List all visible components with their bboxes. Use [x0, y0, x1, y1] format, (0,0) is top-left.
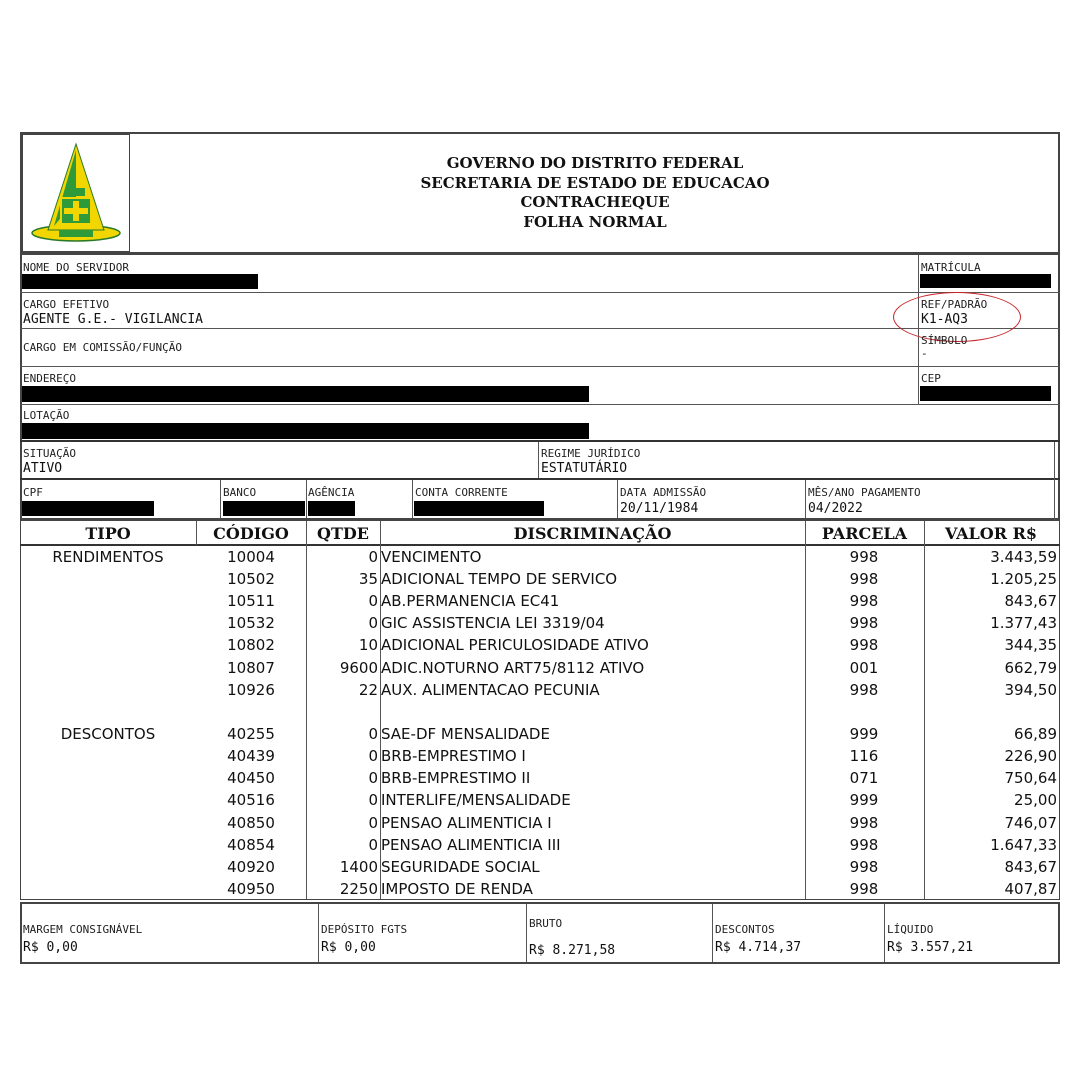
col-header-codigo: CÓDIGO — [213, 524, 289, 543]
cell-discriminacao: ADICIONAL TEMPO DE SERVICO — [381, 570, 618, 588]
cell-discriminacao: INTERLIFE/MENSALIDADE — [381, 791, 571, 809]
cargo-efetivo-value: AGENTE G.E.- VIGILANCIA — [23, 312, 204, 327]
cell-discriminacao: SAE-DF MENSALIDADE — [381, 725, 550, 743]
bruto-label: BRUTO — [529, 917, 563, 930]
cell-valor: 407,87 — [1004, 880, 1057, 898]
cargo-comissao-label: CARGO EM COMISSÃO/FUNÇÃO — [23, 341, 182, 354]
col-header-tipo: TIPO — [85, 524, 131, 543]
cell-codigo: 10004 — [227, 548, 275, 566]
cell-parcela: 998 — [849, 836, 879, 854]
cell-codigo: 40450 — [227, 769, 275, 787]
col-header-parcela: PARCELA — [821, 524, 908, 543]
cell-qtde: 22 — [358, 681, 378, 699]
cell-codigo: 40439 — [227, 747, 275, 765]
cell-codigo: 40255 — [227, 725, 275, 743]
cell-qtde: 35 — [358, 570, 378, 588]
cell-codigo: 10532 — [227, 614, 275, 632]
liquido-value: R$ 3.557,21 — [887, 940, 974, 955]
mes-ano-value: 04/2022 — [808, 501, 863, 516]
cell-codigo: 10807 — [227, 659, 275, 677]
cell-qtde: 0 — [368, 725, 378, 743]
header-line-2: SECRETARIA DE ESTADO DE EDUCACAO — [420, 173, 770, 192]
cell-parcela: 071 — [849, 769, 879, 787]
cell-qtde: 2250 — [339, 880, 378, 898]
descontos-total-value: R$ 4.714,37 — [715, 940, 802, 955]
header-line-3: CONTRACHEQUE — [520, 193, 670, 211]
cell-discriminacao: AB.PERMANENCIA EC41 — [381, 592, 560, 610]
mes-ano-label: MÊS/ANO PAGAMENTO — [808, 486, 921, 499]
cell-discriminacao: ADIC.NOTURNO ART75/8112 ATIVO — [381, 659, 645, 677]
cell-parcela: 998 — [849, 570, 879, 588]
cell-qtde: 0 — [368, 614, 378, 632]
group-rendimentos: RENDIMENTOS — [52, 548, 164, 566]
regime-label: REGIME JURÍDICO — [541, 447, 641, 460]
cell-parcela: 999 — [849, 725, 879, 743]
col-header-discriminacao: DISCRIMINAÇÃO — [513, 524, 672, 543]
cell-discriminacao: GIC ASSISTENCIA LEI 3319/04 — [381, 614, 605, 632]
cell-qtde: 1400 — [339, 858, 378, 876]
agencia-redacted — [308, 501, 355, 516]
simbolo-label: SÍMBOLO — [921, 334, 968, 347]
endereco-label: ENDEREÇO — [23, 372, 76, 385]
cell-qtde: 10 — [358, 636, 378, 654]
cep-redacted — [920, 386, 1051, 401]
group-descontos: DESCONTOS — [60, 725, 156, 743]
gdf-logo-icon — [28, 140, 124, 248]
cell-parcela: 998 — [849, 681, 879, 699]
conta-redacted — [414, 501, 544, 516]
cell-qtde: 0 — [368, 836, 378, 854]
cell-valor: 750,64 — [1004, 769, 1057, 787]
margem-label: MARGEM CONSIGNÁVEL — [23, 923, 143, 936]
cell-valor: 662,79 — [1004, 659, 1057, 677]
situacao-value: ATIVO — [23, 461, 63, 476]
conta-label: CONTA CORRENTE — [415, 486, 508, 499]
cell-valor: 1.647,33 — [990, 836, 1057, 854]
cell-codigo: 40920 — [227, 858, 275, 876]
agencia-label: AGÊNCIA — [308, 486, 355, 499]
fgts-label: DEPÓSITO FGTS — [321, 923, 408, 936]
fgts-value: R$ 0,00 — [321, 940, 376, 955]
col-header-qtde: QTDE — [317, 524, 369, 543]
cell-codigo: 10502 — [227, 570, 275, 588]
matricula-redacted — [920, 274, 1051, 288]
cep-label: CEP — [921, 372, 941, 385]
cell-valor: 1.377,43 — [990, 614, 1057, 632]
cell-parcela: 998 — [849, 880, 879, 898]
cell-parcela: 998 — [849, 636, 879, 654]
cell-valor: 344,35 — [1004, 636, 1057, 654]
banco-redacted — [223, 501, 305, 516]
cell-codigo: 10511 — [227, 592, 275, 610]
ref-padrao-label: REF/PADRÃO — [921, 298, 988, 311]
admissao-value: 20/11/1984 — [620, 501, 699, 516]
cell-valor: 746,07 — [1004, 814, 1057, 832]
cell-qtde: 0 — [368, 592, 378, 610]
cell-parcela: 999 — [849, 791, 879, 809]
cell-qtde: 0 — [368, 548, 378, 566]
cell-valor: 226,90 — [1004, 747, 1057, 765]
cell-discriminacao: IMPOSTO DE RENDA — [381, 880, 533, 898]
cell-valor: 1.205,25 — [990, 570, 1057, 588]
simbolo-value: - — [921, 347, 928, 360]
liquido-label: LÍQUIDO — [887, 923, 934, 936]
cell-parcela: 001 — [849, 659, 879, 677]
cell-codigo: 40850 — [227, 814, 275, 832]
cell-parcela: 998 — [849, 814, 879, 832]
matricula-label: MATRÍCULA — [921, 261, 981, 274]
admissao-label: DATA ADMISSÃO — [620, 486, 707, 499]
cell-codigo: 40854 — [227, 836, 275, 854]
nome-servidor-label: NOME DO SERVIDOR — [23, 261, 129, 274]
cell-qtde: 0 — [368, 791, 378, 809]
cell-discriminacao: PENSAO ALIMENTICIA I — [381, 814, 552, 832]
cell-valor: 66,89 — [1014, 725, 1057, 743]
bruto-value: R$ 8.271,58 — [529, 943, 616, 958]
lotacao-label: LOTAÇÃO — [23, 409, 70, 422]
cell-parcela: 998 — [849, 548, 879, 566]
cell-discriminacao: SEGURIDADE SOCIAL — [381, 858, 540, 876]
cell-parcela: 116 — [849, 747, 879, 765]
header-line-1: GOVERNO DO DISTRITO FEDERAL — [446, 154, 744, 172]
endereco-redacted — [22, 386, 589, 402]
cell-discriminacao: BRB-EMPRESTIMO I — [381, 747, 526, 765]
cpf-redacted — [22, 501, 154, 516]
nome-servidor-redacted — [22, 274, 258, 289]
cell-qtde: 0 — [368, 769, 378, 787]
cell-valor: 843,67 — [1004, 592, 1057, 610]
cell-discriminacao: ADICIONAL PERICULOSIDADE ATIVO — [381, 636, 649, 654]
cell-codigo: 10802 — [227, 636, 275, 654]
margem-value: R$ 0,00 — [23, 940, 78, 955]
cell-valor: 843,67 — [1004, 858, 1057, 876]
col-header-valor: VALOR R$ — [944, 524, 1038, 543]
cell-qtde: 0 — [368, 814, 378, 832]
paystub-document — [20, 132, 1060, 964]
cell-parcela: 998 — [849, 858, 879, 876]
cell-valor: 394,50 — [1004, 681, 1057, 699]
cell-discriminacao: BRB-EMPRESTIMO II — [381, 769, 531, 787]
cell-parcela: 998 — [849, 592, 879, 610]
cell-valor: 25,00 — [1014, 791, 1057, 809]
header-line-4: FOLHA NORMAL — [523, 212, 667, 231]
banco-label: BANCO — [223, 486, 257, 499]
cell-valor: 3.443,59 — [990, 548, 1057, 566]
cell-discriminacao: VENCIMENTO — [381, 548, 482, 566]
cpf-label: CPF — [23, 486, 43, 499]
cell-discriminacao: PENSAO ALIMENTICIA III — [381, 836, 561, 854]
cell-qtde: 9600 — [339, 659, 378, 677]
ref-padrao-value: K1-AQ3 — [921, 312, 968, 327]
cell-codigo: 40516 — [227, 791, 275, 809]
cell-parcela: 998 — [849, 614, 879, 632]
cell-discriminacao: AUX. ALIMENTACAO PECUNIA — [381, 681, 600, 699]
cell-codigo: 40950 — [227, 880, 275, 898]
lotacao-redacted — [22, 423, 589, 439]
descontos-total-label: DESCONTOS — [715, 923, 775, 936]
cell-codigo: 10926 — [227, 681, 275, 699]
regime-value: ESTATUTÁRIO — [541, 461, 628, 476]
cell-qtde: 0 — [368, 747, 378, 765]
cargo-efetivo-label: CARGO EFETIVO — [23, 298, 110, 311]
situacao-label: SITUAÇÃO — [23, 447, 76, 460]
